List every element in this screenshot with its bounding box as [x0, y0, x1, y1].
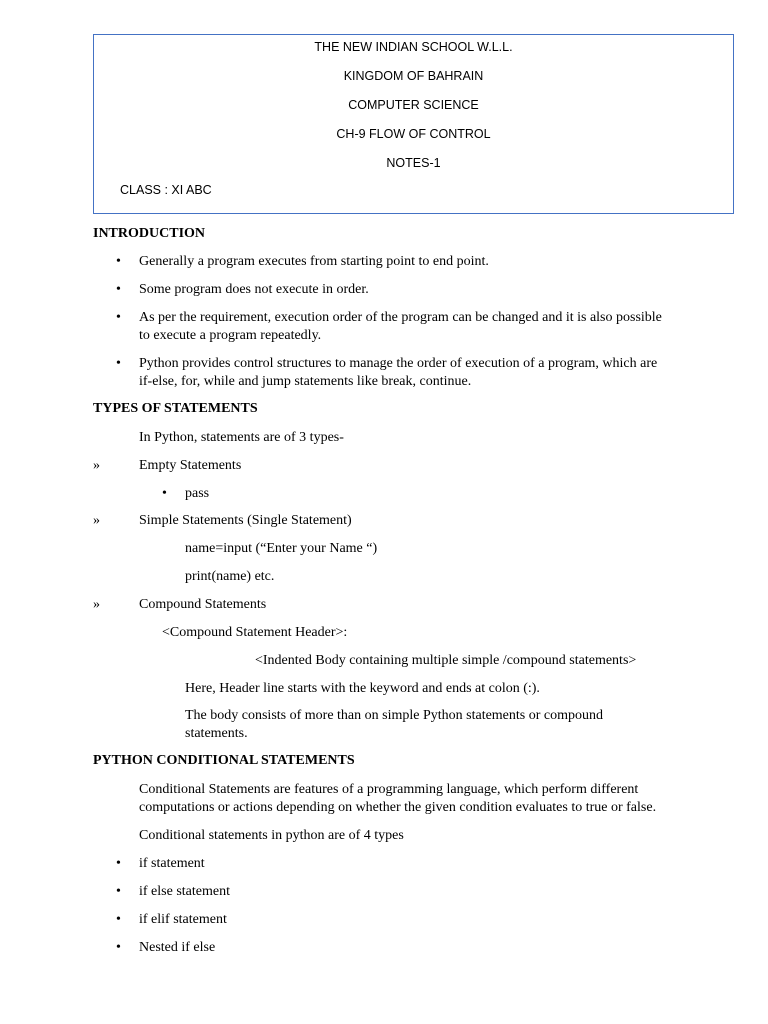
school-name: THE NEW INDIAN SCHOOL W.L.L.	[314, 40, 513, 54]
code-line-2: print(name) etc.	[185, 569, 275, 584]
header-box	[93, 34, 734, 214]
conditional-para1-line1: Conditional Statements are features of a programming language, which perform different	[139, 782, 639, 797]
header-line-note: Here, Header line starts with the keyword and ends at colon (:).	[185, 681, 540, 696]
intro-bullet-4-line1: Python provides control structures to manage the order of execution of a program, which are	[139, 356, 658, 371]
bullet-icon: •	[116, 356, 121, 371]
bullet-icon: •	[116, 884, 121, 899]
bullet-icon: •	[116, 856, 121, 871]
indented-body-syntax: <Indented Body containing multiple simple /compound statements>	[255, 653, 637, 668]
intro-bullet-4-line2: if-else, for, while and jump statements like break, continue.	[139, 374, 472, 389]
conditional-heading: PYTHON CONDITIONAL STATEMENTS	[93, 753, 355, 768]
intro-bullet-3-line1: As per the requirement, execution order of the program can be changed and it is also possible	[139, 310, 662, 325]
conditional-para2: Conditional statements in python are of 4 types	[139, 828, 404, 843]
conditional-item-3: if elif statement	[139, 912, 227, 927]
bullet-icon: •	[116, 940, 121, 955]
conditional-item-2: if else statement	[139, 884, 230, 899]
code-line-1: name=input (“Enter your Name “)	[185, 541, 378, 556]
class-label: CLASS : XI ABC	[120, 183, 212, 197]
pass-item: pass	[185, 486, 210, 501]
conditional-item-4: Nested if else	[139, 940, 216, 955]
chevron-marker-icon: »	[93, 513, 100, 528]
types-heading: TYPES OF STATEMENTS	[93, 401, 258, 416]
bullet-icon: •	[116, 282, 121, 297]
bullet-icon: •	[116, 310, 121, 325]
country-name: KINGDOM OF BAHRAIN	[343, 69, 484, 83]
bullet-icon: •	[116, 254, 121, 269]
notes-label: NOTES-1	[386, 156, 441, 170]
conditional-item-1: if statement	[139, 856, 205, 871]
chevron-marker-icon: »	[93, 597, 100, 612]
subject-name: COMPUTER SCIENCE	[348, 98, 479, 112]
body-note-line2: statements.	[185, 726, 248, 741]
chevron-marker-icon: »	[93, 458, 100, 473]
chapter-title: CH-9 FLOW OF CONTROL	[336, 127, 491, 141]
introduction-heading: INTRODUCTION	[93, 226, 206, 241]
intro-bullet-3-line2: to execute a program repeatedly.	[139, 328, 322, 343]
bullet-icon: •	[162, 486, 167, 501]
compound-header-syntax: <Compound Statement Header>:	[162, 625, 348, 640]
intro-bullet-1: Generally a program executes from starting point to end point.	[139, 254, 489, 269]
simple-statements-label: Simple Statements (Single Statement)	[139, 513, 352, 528]
types-intro: In Python, statements are of 3 types-	[139, 430, 344, 445]
intro-bullet-2: Some program does not execute in order.	[139, 282, 369, 297]
body-note-line1: The body consists of more than on simple Python statements or compound	[185, 708, 604, 723]
bullet-icon: •	[116, 912, 121, 927]
conditional-para1-line2: computations or actions depending on whether the given condition evaluates to true or false.	[139, 800, 657, 815]
compound-statements-label: Compound Statements	[139, 597, 267, 612]
empty-statements-label: Empty Statements	[139, 458, 242, 473]
